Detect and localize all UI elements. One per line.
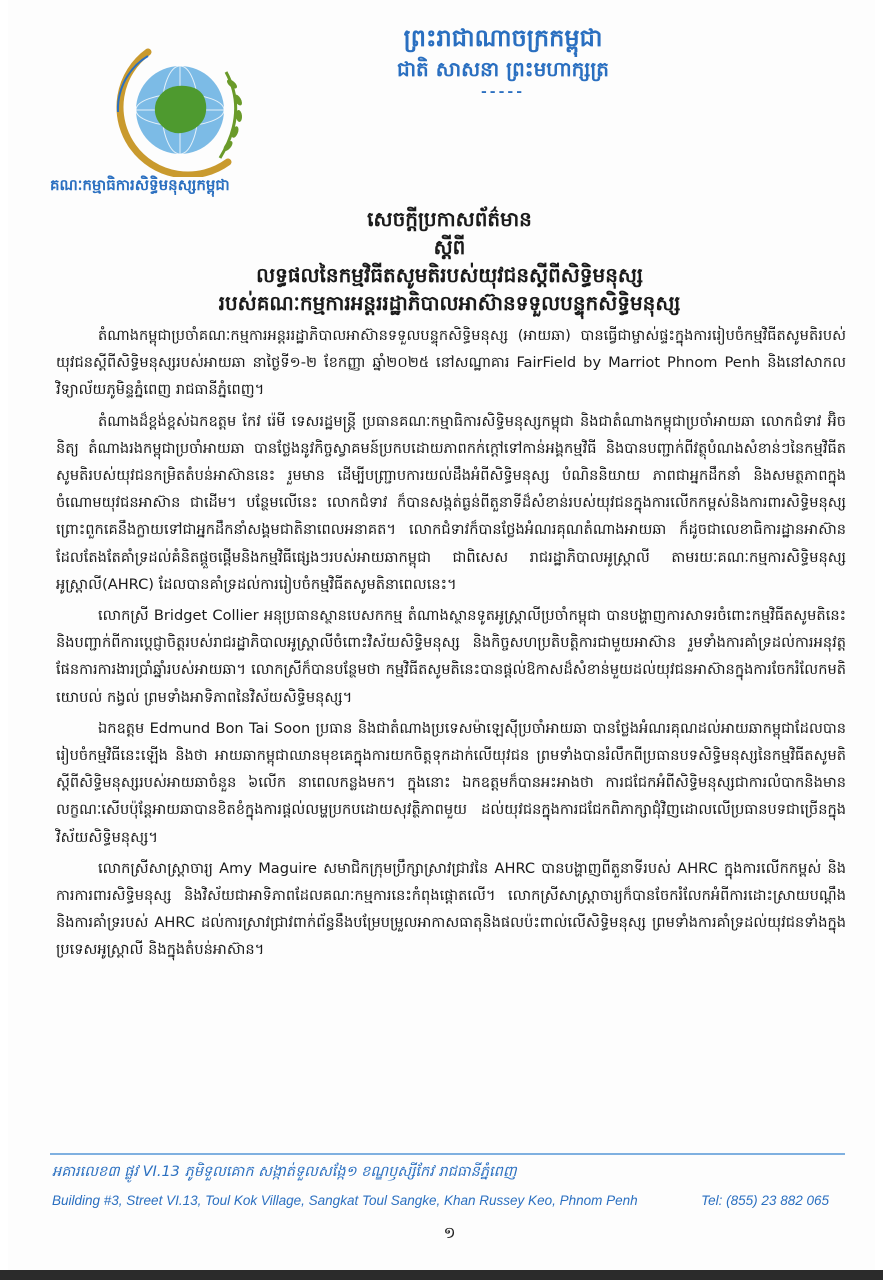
- title-press-release: សេចក្តីប្រកាសព័ត៌មាន: [367, 207, 532, 231]
- footer-divider: [50, 1153, 845, 1155]
- footer-address-khmer: អគារលេខ៣ ផ្លូវ VI.13 ភូមិទួលគោក សង្កាត់ទួលសង្កែ១ ខណ្ឌឫស្សីកែវ រាជធានីភ្នំពេញ: [52, 1164, 517, 1180]
- title-about: ស្តីពី: [433, 235, 466, 259]
- page-number: ១: [443, 1223, 456, 1242]
- footer-address-english: Building #3, Street VI.13, Toul Kok Village, Sangkat Toul Sangke, Khan Russey Keo, Phnom Penh: [52, 1193, 638, 1208]
- paragraph: តំណាងដ៏ខ្ពង់ខ្ពស់ឯកឧត្តម កែវ រ៉េមី ទេសរដ្ឋមន្ត្រី ប្រធានគណៈកម្មាធិការសិទ្ធិមនុស្សកម្ពុជា និងជាតំណាងកម្ពុជាប្រចាំអាយឆា លោកជំទាវ អ៊ិច និត្យ តំណាងរងកម្ពុជាប្រចាំអាយឆា បានថ្លែងនូវកិច្ចស្វាគមន៍ប្រកបដោយភាពកក់ក្តៅទៅកាន់អង្គកម្មវិធី និងបានបញ្ជាក់ពីវត្ថុបំណងសំខាន់ៗនៃកម្មវិធីតសូមតិរបស់យុវជនកម្រិតតំបន់អាស៊ាននេះ រួមមាន ដើម្បីបញ្ជ្រាបការយល់ដឹងអំពីសិទ្ធិមនុស្ស បំណិននិយាយ ភាពជាអ្នកដឹកនាំ និងសមត្ថភាពក្នុងចំណោមយុវជនអាស៊ាន ជាដើម។ បន្ថែមលើនេះ លោកជំទាវ ក៏បានសង្កត់ធ្ងន់ពីតួនាទីដ៏សំខាន់របស់យុវជនក្នុងការលើកកម្ពស់និងការពារសិទ្ធិមនុស្ស ព្រោះពួកគេនឹងក្លាយទៅជាអ្នកដឹកនាំសង្គមជាតិនាពេលអនាគត។ លោកជំទាវក៏បានថ្លែងអំណរគុណតំណាងអាយឆា ក៏ដូចជាលេខាធិការដ្ឋានអាស៊ាន ដែលតែងតែគាំទ្រដល់គំនិតផ្តួចផ្តើមនិងកម្មវិធីផ្សេងៗរបស់អាយឆាកម្ពុជា ជាពិសេស រាជរដ្ឋាភិបាលអូស្ត្រាលី តាមរយៈគណៈកម្មការសិទ្ធិមនុស្សអូស្ត្រាលី(AHRC) ដែលបានគាំទ្រដល់ការរៀបចំកម្មវិធីតសូមតិនាពេលនេះ។: [56, 412, 846, 593]
- nation-religion-king: ជាតិ សាសនា ព្រះមហាក្សត្រ: [397, 57, 609, 81]
- document-page: [8, 0, 875, 1270]
- document-title-block: [48, 205, 851, 317]
- decorative-ornament: -----: [480, 84, 526, 100]
- bottom-edge-bar: [0, 1270, 883, 1280]
- paragraph: ឯកឧត្តម Edmund Bon Tai Soon ប្រធាន និងជាតំណាងប្រទេសម៉ាឡេស៊ីប្រចាំអាយឆា បានថ្លែងអំណរគុណដល់អាយឆាកម្ពុជាដែលបានរៀបចំកម្មវិធីនេះឡើង និងថា អាយឆាកម្ពុជាឈានមុខគេក្នុងការយកចិត្តទុកដាក់លើយុវជន ព្រមទាំងបានរំលឹកពីប្រធានបទសិទ្ធិមនុស្សនៃកម្មវិធីតសូមតិស្តីពីសិទ្ធិមនុស្សរបស់អាយឆាចំនួន ៦លើក នាពេលកន្លងមក។ ក្នុងនោះ ឯកឧត្តមក៏បានអះអាងថា ការជជែកអំពីសិទ្ធិមនុស្សជាការលំបាកនិងមានលក្ខណៈសើបប៉ុន្តែអាយឆាបានខិតខំក្នុងការផ្តល់លម្ហប្រកបដោយសុវត្ថិភាពមួយ ដល់យុវជនក្នុងការជជែកពិភាក្សាជុំវិញដោលលើប្រធានបទជាច្រើនក្នុងវិស័យសិទ្ធិមនុស្ស។: [56, 719, 846, 846]
- kingdom-title: ព្រះរាជាណាចក្រកម្ពុជា: [403, 23, 603, 52]
- document-body: [56, 322, 846, 968]
- paragraph: តំណាងកម្ពុជាប្រចាំគណៈកម្មការអន្តររដ្ឋាភិបាលអាស៊ានទទួលបន្ទុកសិទ្ធិមនុស្ស (អាយឆា) បានធ្វើជាម្ចាស់ផ្ទះក្នុងការរៀបចំកម្មវិធីតសូមតិរបស់យុវជនស្តីពីសិទ្ធិមនុស្សរបស់អាយឆា នាថ្ងៃទី១-២ ខែកញ្ញា ឆ្នាំ២០២៥ នៅសណ្ឋាគារ FairField by Marriot Phnom Penh និងនៅសាកលវិទ្យាល័យភូមិន្ទភ្នំពេញ រាជធានីភ្នំពេញ។: [56, 327, 846, 399]
- title-subject: លទ្ធផលនៃកម្មវិធីតសូមតិរបស់យុវជនស្តីពីសិទ្ធិមនុស្ស: [256, 263, 643, 287]
- paragraph: លោកស្រី Bridget Collier អនុប្រធានស្ថានបេសកកម្ម តំណាងស្ថានទូតអូស្ត្រាលីប្រចាំកម្ពុជា បានបង្ហាញការសាទរចំពោះកម្មវិធីតសូមតិនេះ និងបញ្ជាក់ពីការប្តេជ្ញាចិត្តរបស់រាជរដ្ឋាភិបាលអូស្ត្រាលីចំពោះវិស័យសិទ្ធិមនុស្ស និងកិច្ចសហប្រតិបត្តិការជាមួយអាស៊ាន រួមទាំងការគាំទ្រដល់ការអនុវត្តផែនការការងារប្រាំឆ្នាំរបស់អាយឆា។ លោកស្រីក៏បានបន្ថែមថា កម្មវិធីតសូមតិនេះបានផ្តល់ឱកាសដ៏សំខាន់មួយដល់យុវជនអាស៊ានក្នុងការចែករំលែកមតិយោបល់ កង្វល់ ព្រមទាំងអាទិភាពនៃវិស័យសិទ្ធិមនុស្ស។: [56, 607, 846, 706]
- footer-telephone: Tel: (855) 23 882 065: [701, 1193, 829, 1208]
- kingdom-motto: [338, 22, 668, 100]
- paragraph: លោកស្រីសាស្ត្រាចារ្យ Amy Maguire សមាជិកក្រុមប្រឹក្សាស្រាវជ្រាវនៃ AHRC បានបង្ហាញពីតួនាទីរបស់ AHRC ក្នុងការលើកកម្ពស់ និងការការពារសិទ្ធិមនុស្ស និងវិស័យជាអាទិភាពដែលគណៈកម្មការនេះកំពុងផ្តោតលើ។ លោកស្រីសាស្ត្រាចារ្យក៏បានចែករំលែកអំពីការដោះស្រាយបណ្តឹង និងការគាំទ្ររបស់ AHRC ដល់ការស្រាវជ្រាវពាក់ព័ន្ធនឹងបម្រែបម្រួលអាកាសធាតុនិងផលប៉ះពាល់លើសិទ្ធិមនុស្ស ព្រមទាំងការគាំទ្រដល់យុវជនទាំងក្នុងប្រទេសអូស្ត្រាលី និងក្នុងតំបន់អាស៊ាន។: [56, 859, 846, 959]
- title-organization: របស់គណៈកម្មការអន្តររដ្ឋាភិបាលអាស៊ានទទួលបន្ទុកសិទ្ធិមនុស្ស: [218, 291, 681, 315]
- organization-name: គណៈកម្មាធិការសិទ្ធិមនុស្សកម្ពុជា: [50, 176, 230, 194]
- chrc-emblem-icon: [108, 42, 258, 177]
